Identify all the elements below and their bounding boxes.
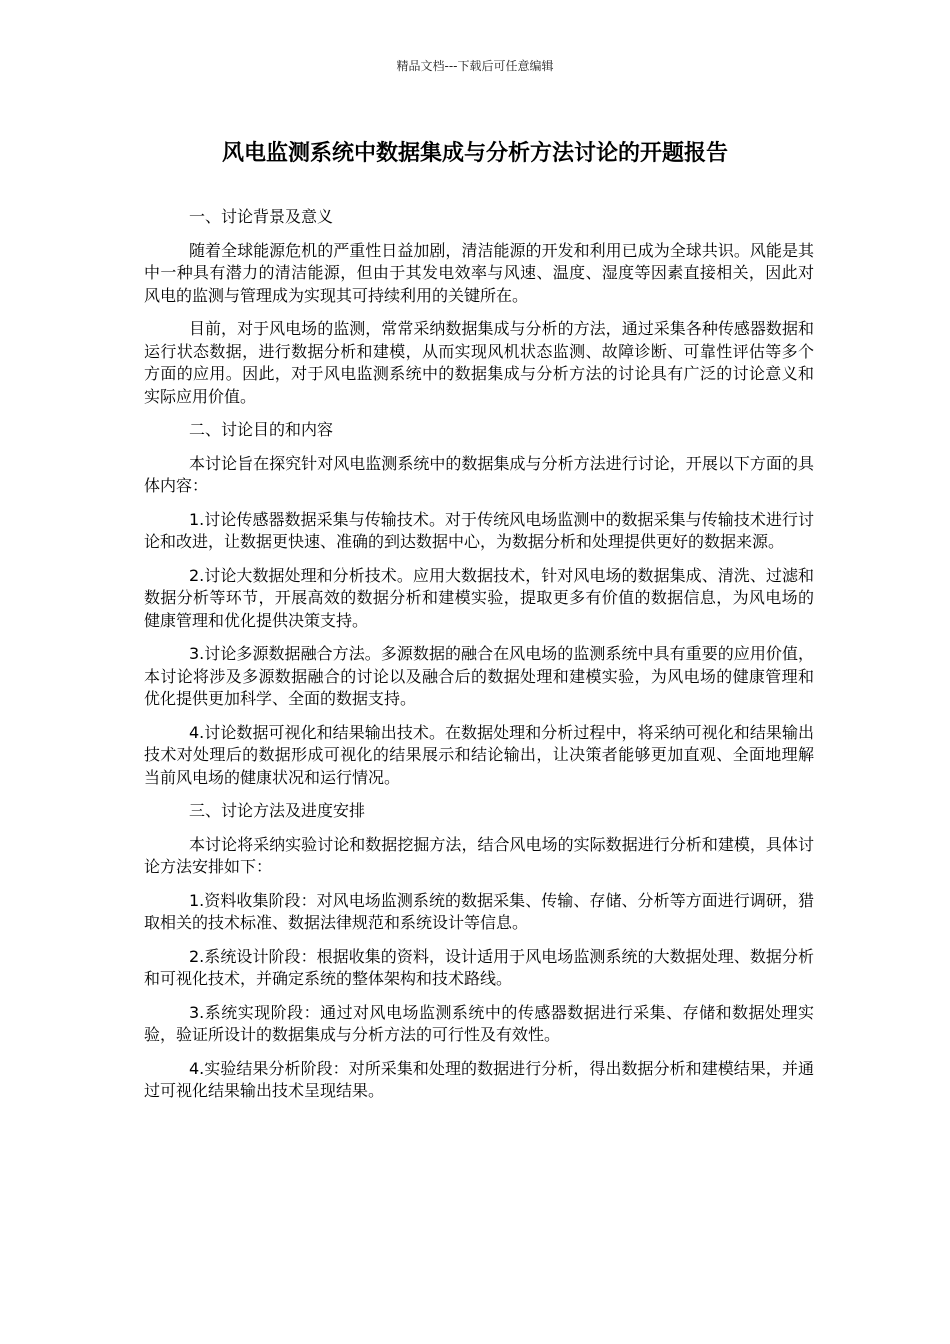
list-item: 4.实验结果分析阶段：对所采集和处理的数据进行分析，得出数据分析和建模结果，并通过可视化结果输出技术呈现结果。 bbox=[144, 1058, 814, 1100]
paragraph: 目前，对于风电场的监测，常常采纳数据集成与分析的方法，通过采集各种传感器数据和运行状态数据，进行数据分析和建模，从而实现风机状态监测、故障诊断、可靠性评估等多个方面的应用。因此，对于风电监测系统中的数据集成与分析方法的讨论具有广泛的讨论意义和实际应用价值。 bbox=[144, 319, 814, 406]
document-body bbox=[144, 206, 814, 1114]
list-item: 1.资料收集阶段：对风电场监测系统的数据采集、传输、存储、分析等方面进行调研，猎取相关的技术标准、数据法律规范和系统设计等信息。 bbox=[144, 890, 814, 932]
list-item: 2.系统设计阶段：根据收集的资料，设计适用于风电场监测系统的大数据处理、数据分析和可视化技术，并确定系统的整体架构和技术路线。 bbox=[144, 946, 814, 988]
section-heading-background: 一、讨论背景及意义 bbox=[189, 207, 334, 226]
section-heading-methods: 三、讨论方法及进度安排 bbox=[189, 801, 366, 820]
list-item: 2.讨论大数据处理和分析技术。应用大数据技术，针对风电场的数据集成、清洗、过滤和数据分析等环节，开展高效的数据分析和建模实验，提取更多有价值的数据信息，为风电场的健康管理和优化提供决策支持。 bbox=[144, 565, 814, 630]
paragraph: 随着全球能源危机的严重性日益加剧，清洁能源的开发和利用已成为全球共识。风能是其中一种具有潜力的清洁能源，但由于其发电效率与风速、温度、湿度等因素直接相关，因此对风电的监测与管理成为实现其可持续利用的关键所在。 bbox=[144, 240, 814, 305]
list-item: 3.讨论多源数据融合方法。多源数据的融合在风电场的监测系统中具有重要的应用价值，本讨论将涉及多源数据融合的讨论以及融合后的数据处理和建模实验，为风电场的健康管理和优化提供更加科学、全面的数据支持。 bbox=[144, 644, 814, 708]
list-item: 4.讨论数据可视化和结果输出技术。在数据处理和分析过程中，将采纳可视化和结果输出技术对处理后的数据形成可视化的结果展示和结论输出，让决策者能够更加直观、全面地理解当前风电场的健康状况和运行情况。 bbox=[144, 722, 814, 787]
list-item: 3.系统实现阶段：通过对风电场监测系统中的传感器数据进行采集、存储和数据处理实验，验证所设计的数据集成与分析方法的可行性及有效性。 bbox=[144, 1002, 814, 1044]
list-item: 1.讨论传感器数据采集与传输技术。对于传统风电场监测中的数据采集与传输技术进行讨论和改进，让数据更快速、准确的到达数据中心，为数据分析和处理提供更好的数据来源。 bbox=[144, 509, 814, 551]
section-heading-purpose: 二、讨论目的和内容 bbox=[189, 420, 334, 439]
document-title: 风电监测系统中数据集成与分析方法讨论的开题报告 bbox=[221, 141, 728, 166]
paragraph: 本讨论将采纳实验讨论和数据挖掘方法，结合风电场的实际数据进行分析和建模，具体讨论方法安排如下： bbox=[144, 834, 814, 876]
page-header: 精品文档---下载后可任意编辑 bbox=[396, 59, 554, 73]
paragraph: 本讨论旨在探究针对风电监测系统中的数据集成与分析方法进行讨论，开展以下方面的具体内容： bbox=[144, 453, 814, 495]
